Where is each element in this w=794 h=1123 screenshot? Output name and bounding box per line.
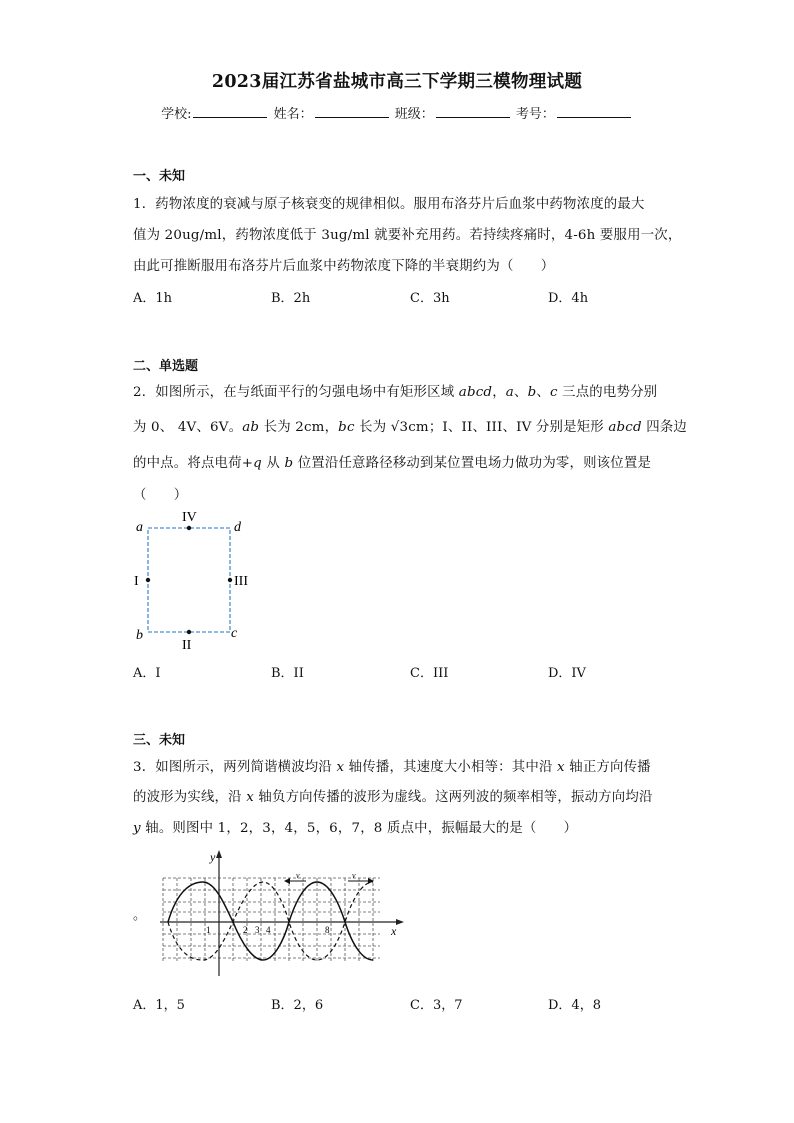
number-label: 考号： — [515, 107, 555, 122]
q3-option-d[interactable]: D．4，8 — [548, 998, 601, 1013]
midpoint-ii-label: II — [182, 638, 192, 653]
midpoint-iii-label: III — [234, 574, 248, 589]
page-title: 2023届江苏省盐城市高三下学期三模物理试题 — [211, 72, 583, 92]
section-heading-3: 三、未知 — [133, 733, 186, 748]
wave-solid — [168, 882, 373, 960]
q2-option-d[interactable]: D．IV — [548, 666, 586, 681]
q3-line-2: 的波形为实线，沿 x 轴负方向传播的波形为虚线。这两列波的频率相等，振动方向均沿 — [133, 790, 653, 805]
school-blank[interactable] — [193, 105, 267, 118]
number-blank[interactable] — [557, 105, 631, 118]
q1-option-d[interactable]: D．4h — [548, 291, 589, 306]
corner-a-label: a — [136, 520, 143, 535]
point-label-4: 4 — [266, 925, 271, 935]
class-label: 班级： — [394, 107, 434, 122]
wave-mark-v-1: v — [296, 871, 300, 880]
midpoint-i-label: I — [134, 574, 139, 589]
q1-option-a[interactable]: A．1h — [133, 291, 173, 306]
name-label: 姓名： — [273, 107, 313, 122]
q3-option-b[interactable]: B．2，6 — [271, 998, 324, 1013]
q3-line-3: y 轴。则图中 1，2，3，4，5，6，7，8 质点中，振幅最大的是（ ） — [133, 821, 578, 836]
q2-option-a[interactable]: A．I — [133, 666, 161, 681]
q2-line-4: （ ） — [133, 488, 188, 503]
q1-line-3: 由此可推断服用布洛芬片后血浆中药物浓度下降的半衰期约为（ ） — [133, 259, 555, 274]
q1-option-c[interactable]: C．3h — [410, 291, 450, 306]
point-label-8: 8 — [325, 925, 330, 935]
point-label-3: 3 — [255, 925, 260, 935]
corner-c-label: c — [231, 626, 238, 641]
midpoint-ii-dot — [187, 630, 191, 634]
q3-option-a[interactable]: A．1，5 — [133, 998, 185, 1013]
midpoint-iv-label: IV — [182, 510, 197, 525]
section-heading-1: 一、未知 — [133, 169, 186, 184]
rectangle-figure — [125, 505, 265, 655]
wave-grid — [163, 878, 380, 963]
x-axis-label: x — [391, 924, 397, 938]
name-blank[interactable] — [315, 105, 389, 118]
corner-b-label: b — [136, 628, 143, 643]
midpoint-iii-dot — [228, 578, 232, 582]
wave-dashed — [168, 882, 373, 960]
point-label-1: 1 — [206, 925, 211, 935]
q1-line-1: 1．药物浓度的衰减与原子核衰变的规律相似。服用布洛芬片后血浆中药物浓度的最大 — [133, 197, 645, 212]
q2-line-3: 的中点。将点电荷+q 从 b 位置沿任意路径移动到某位置电场力做功为零，则该位置是 — [133, 456, 652, 471]
student-info-line — [0, 103, 794, 122]
q2-line-2: 为 0、 4V、6V。ab 长为 2cm，bc 长为 √3cm；I、II、III、IV 分别是矩形 abcd 四条边 — [133, 420, 688, 435]
q2-line-1: 2．如图所示，在与纸面平行的匀强电场中有矩形区域 abcd，a、b、c 三点的电势分别 — [133, 385, 658, 400]
x-axis-arrow — [396, 919, 404, 925]
rectangle-abcd — [148, 528, 230, 632]
q3-line-1: 3．如图所示，两列简谐横波均沿 x 轴传播，其速度大小相等：其中沿 x 轴正方向传播 — [133, 760, 651, 775]
class-blank[interactable] — [436, 105, 510, 118]
q3-option-c[interactable]: C．3，7 — [410, 998, 463, 1013]
q2-option-c[interactable]: C．III — [410, 666, 449, 681]
corner-d-label: d — [234, 520, 241, 535]
school-label: 学校: — [161, 107, 192, 122]
sqrt-3: √3 — [390, 420, 409, 435]
section-heading-2: 二、单选题 — [133, 359, 199, 374]
q2-option-b[interactable]: B．II — [271, 666, 304, 681]
point-label-2: 2 — [243, 925, 248, 935]
figure-prefix-mark: 。 — [133, 908, 147, 923]
y-axis-arrow — [216, 850, 222, 858]
midpoint-iv-dot — [187, 526, 191, 530]
y-axis-label: y — [210, 850, 216, 864]
q1-option-b[interactable]: B．2h — [271, 291, 311, 306]
wave-figure — [158, 848, 408, 978]
midpoint-i-dot — [146, 578, 150, 582]
q1-line-2: 值为 20ug/ml，药物浓度低于 3ug/ml 就要补充用药。若持续疼痛时，4-6h 要服用一次， — [133, 228, 682, 243]
wave-mark-v-2: v — [352, 871, 356, 880]
